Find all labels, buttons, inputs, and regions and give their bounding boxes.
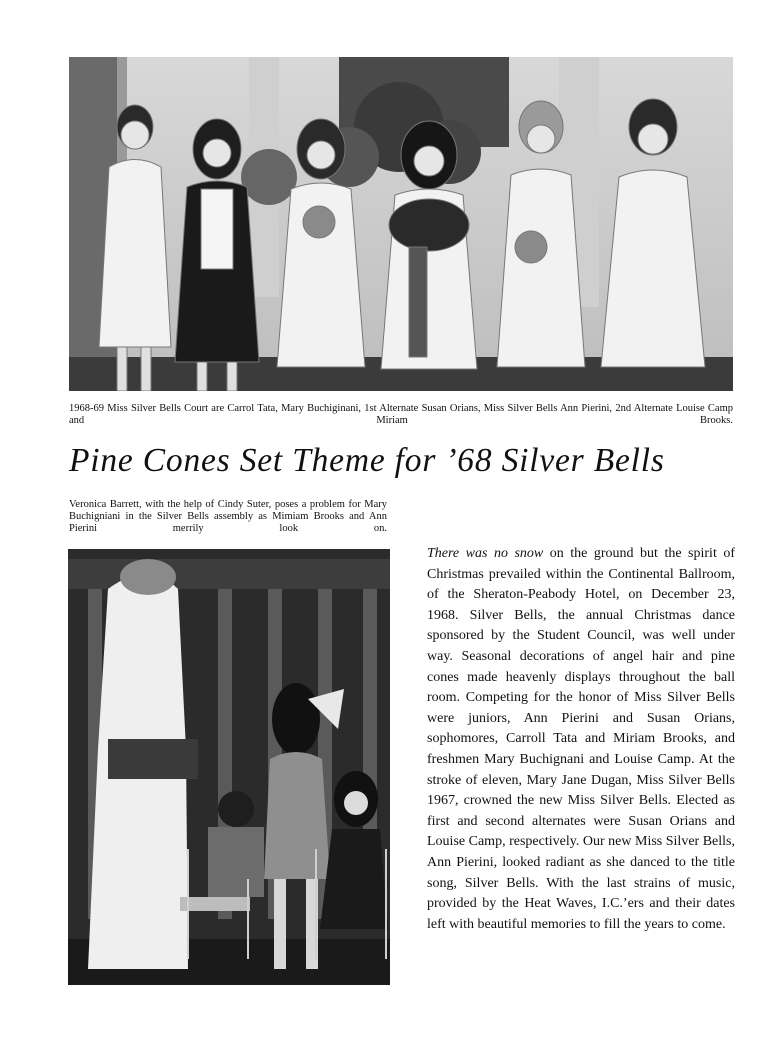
headline: Pine Cones Set Theme for ’68 Silver Bells (69, 442, 665, 479)
assembly-caption: Veronica Barrett, with the help of Cindy Suter, poses a problem for Mary Buchigniani in the Silver Bells assembly as Mimiam Brooks and Ann Pierini merrily look on. (69, 499, 387, 534)
assembly-photo (68, 549, 390, 985)
court-photo (69, 57, 733, 391)
article-text: on the ground but the spirit of Christmas prevailed within the Continental Ballroom, of the Sheraton-Peabody Hotel, on December 23, 1968. Silver Bells, the annual Christmas dance sponsored by the Student Council, was well under way. Seasonal decorations of angel hair and pine cones made heavenly displays throughout the ball room. Competing for the honor of Miss Silver Bells were juniors, Ann Pierini and Susan Orians, sophomores, Carroll Tata and Miriam Brooks, and freshmen Mary Buchignani and Louise Camp. At the stroke of eleven, Mary Jane Dugan, Miss Silver Bells 1967, crowned the new Miss Silver Bells. Elected as first and second alternates were Susan Orians and Louise Camp, respectively. Our new Miss Silver Bells, Ann Pierini, looked radiant as she danced to the title song, Silver Bells. With the last strains of music, provided by the Heat Waves, I.C.’ers and their dates left with beautiful memories to fill the years to come. (427, 546, 736, 932)
article-lead: There was no snow (427, 546, 544, 561)
article-body (427, 544, 735, 935)
court-caption: 1968-69 Miss Silver Bells Court are Carrol Tata, Mary Buchiginani, 1st Alternate Susan Orians, Miss Silver Bells Ann Pierini, 2nd Alternate Louise Camp and Miriam Brooks. (69, 403, 733, 426)
